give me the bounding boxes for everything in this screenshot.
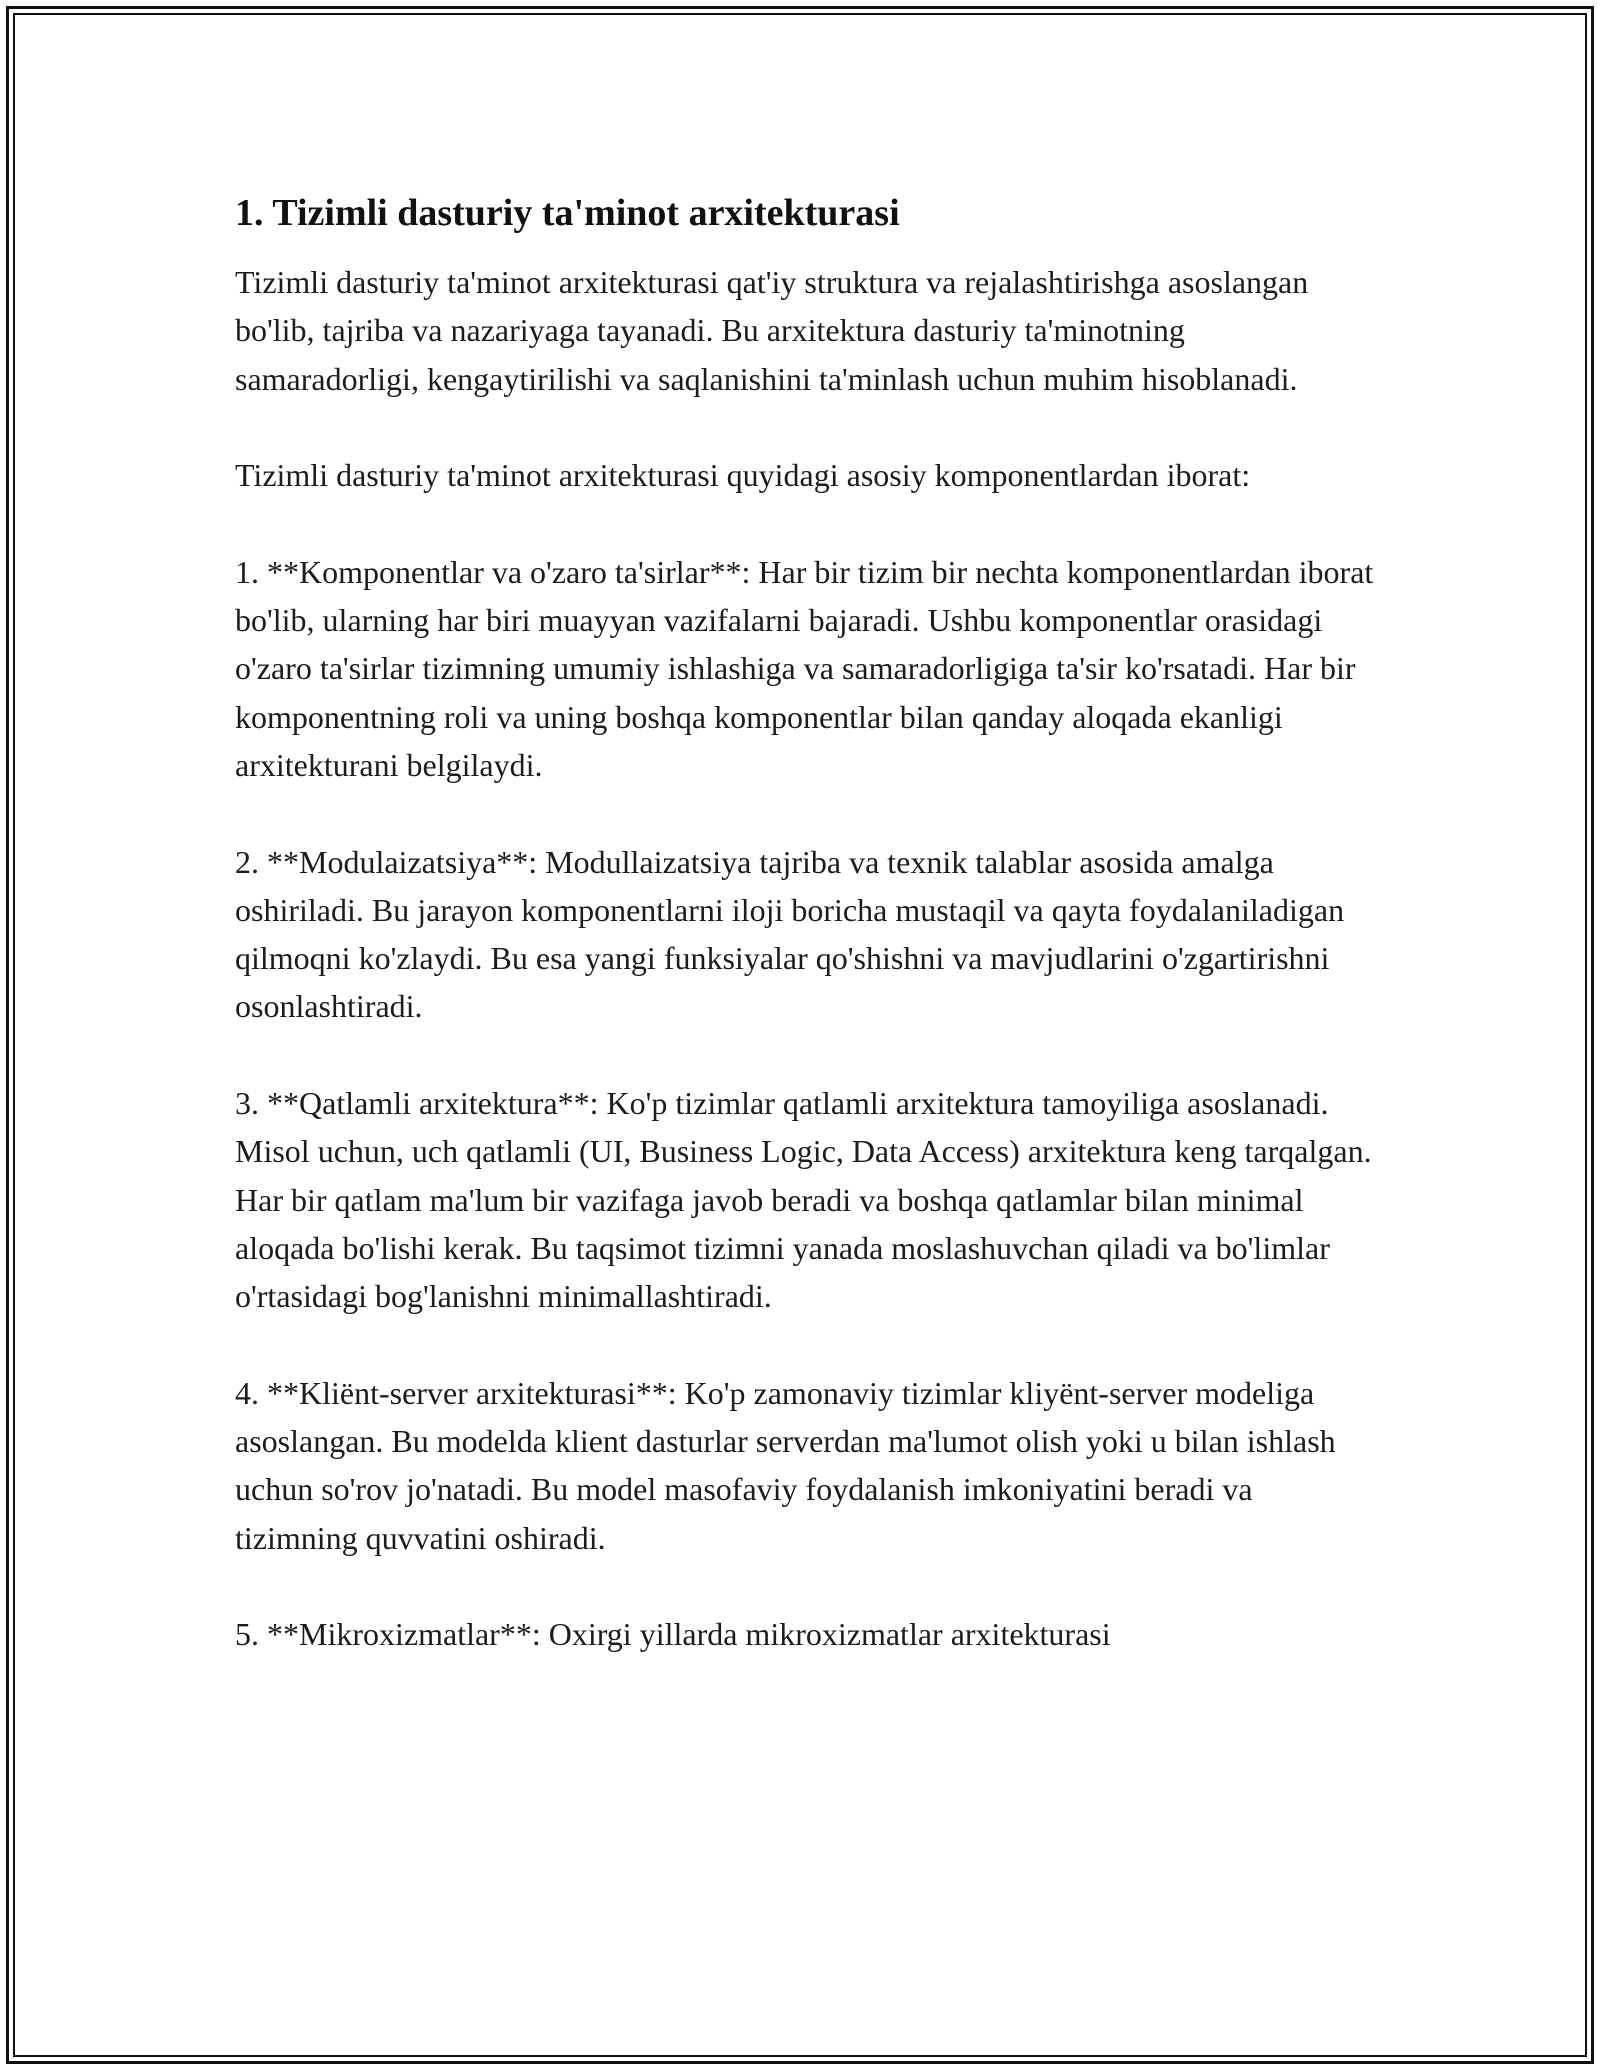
section-title: 1. Tizimli dasturiy ta'minot arxitekturasi: [235, 192, 900, 234]
paragraph-item-modularization: 2. **Modulaizatsiya**: Modullaizatsiya tajriba va texnik talablar asosida amalga oshiriladi. Bu jarayon komponentlarni iloji boricha mustaqil va qayta foydalaniladigan qilmoqni ko'zlaydi. Bu esa yangi funksiyalar qo'shishni va mavjudlarini o'zgartirishni osonlashtiradi.: [235, 843, 1345, 1025]
paragraph-item-components: 1. **Komponentlar va o'zaro ta'sirlar**: Har bir tizim bir nechta komponentlardan iborat bo'lib, ularning har biri muayyan vazifalarni bajaradi. Ushbu komponentlar orasidagi o'zaro ta'sirlar tizimning umumiy ishlashiga va samaradorligiga ta'sir ko'rsatadi. Har bir komponentning roli va uning boshqa komponentlar bilan qanday aloqada ekanligi arxitekturani belgilaydi.: [235, 553, 1374, 783]
paragraph-intro: Tizimli dasturiy ta'minot arxitekturasi qat'iy struktura va rejalashtirishga asoslangan bo'lib, tajriba va nazariyaga tayanadi. Bu arxitektura dasturiy ta'minotning samaradorligi, kengaytirilishi va saqlanishini ta'minlash uchun muhim hisoblanadi.: [235, 264, 1309, 397]
paragraph-item-microservices: 5. **Mikroxizmatlar**: Oxirgi yillarda mikroxizmatlar arxitekturasi: [235, 1616, 1111, 1653]
paragraph-item-layered: 3. **Qatlamli arxitektura**: Ko'p tizimlar qatlamli arxitektura tamoyiliga asoslanadi. Misol uchun, uch qatlamli (UI, Business Logic, Data Access) arxitektura keng tarqalgan. Har bir qatlam ma'lum bir vazifaga javob beradi va boshqa qatlamlar bilan minimal aloqada bo'lishi kerak. Bu taqsimot tizimni yanada moslashuvchan qiladi va bo'limlar o'rtasidagi bog'lanishni minimallashtiradi.: [235, 1085, 1372, 1315]
document-body: [235, 185, 1375, 1659]
paragraph-components-intro: Tizimli dasturiy ta'minot arxitekturasi quyidagi asosiy komponentlardan iborat:: [235, 457, 1251, 494]
paragraph-item-client-server: 4. **Kliënt-server arxitekturasi**: Ko'p zamonaviy tizimlar kliyënt-server modeliga asoslangan. Bu modelda klient dasturlar serverdan ma'lumot olish yoki u bilan ishlash uchun so'rov jo'natadi. Bu model masofaviy foydalanish imkoniyatini beradi va tizimning quvvatini oshiradi.: [235, 1374, 1336, 1556]
